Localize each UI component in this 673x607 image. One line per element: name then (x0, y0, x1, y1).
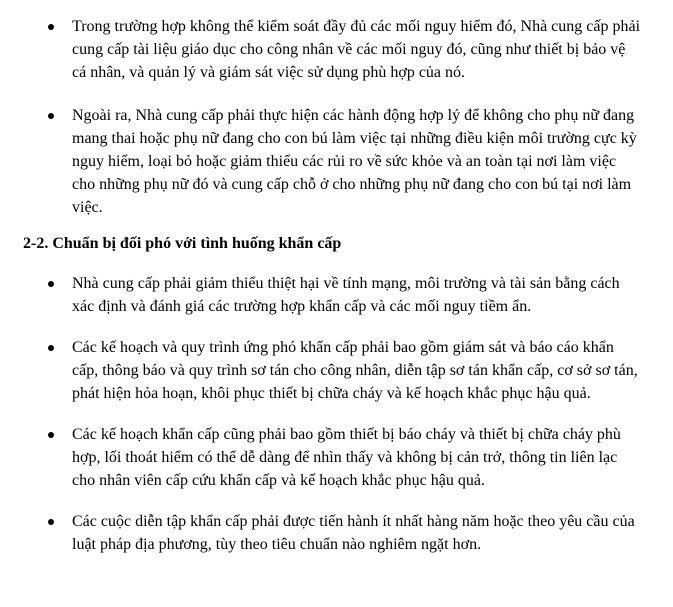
list-item-text: Nhà cung cấp phải giảm thiểu thiệt hại về tính mạng, môi trường và tài sản bằng cách xác định và đánh giá các trường hợp khẩn cấp và các mối nguy tiềm ẩn. (72, 275, 620, 315)
emergency-preparedness-bullet-list (0, 272, 673, 556)
list-item-text: Trong trường hợp không thể kiểm soát đầy đủ các mối nguy hiểm đó, Nhà cung cấp phải cung cấp tài liệu giáo dục cho công nhân về các mối nguy đó, cũng như thiết bị bảo vệ cá nhân, và quản lý và giám sát việc sử dụng phù hợp của nó. (72, 18, 641, 81)
list-item (0, 272, 673, 318)
list-item-text: Ngoài ra, Nhà cung cấp phải thực hiện các hành động hợp lý để không cho phụ nữ đang mang thai hoặc phụ nữ đang cho con bú làm việc tại những điều kiện môi trường cực kỳ nguy hiểm, loại bỏ hoặc giảm thiểu các rủi ro về sức khỏe và an toàn tại nơi làm việc cho những phụ nữ đó và cung cấp chỗ ở cho những phụ nữ đang cho con bú tại nơi làm việc. (72, 107, 637, 216)
section-heading: 2-2. Chuẩn bị đối phó với tình huống khẩn cấp (23, 235, 342, 252)
list-item (0, 15, 673, 84)
list-item (0, 104, 673, 219)
bullet-icon (48, 432, 54, 438)
bullet-icon (48, 113, 54, 119)
hazard-control-bullet-list (0, 15, 673, 219)
list-item-text: Các kế hoạch khẩn cấp cũng phải bao gồm thiết bị báo cháy và thiết bị chữa cháy phù hợp, lối thoát hiểm có thể dễ dàng để nhìn thấy và không bị cản trở, thông tin liên lạc cho nhân viên cấp cứu khẩn cấp và kế hoạch khắc phục hậu quả. (72, 426, 621, 489)
bullet-icon (48, 345, 54, 351)
list-item-text: Các cuộc diễn tập khẩn cấp phải được tiến hành ít nhất hàng năm hoặc theo yêu cầu của luật pháp địa phương, tùy theo tiêu chuẩn nào nghiêm ngặt hơn. (72, 513, 635, 553)
bullet-icon (48, 281, 54, 287)
list-item (0, 423, 673, 492)
list-item-text: Các kế hoạch và quy trình ứng phó khẩn cấp phải bao gồm giám sát và báo cáo khẩn cấp, thông báo và quy trình sơ tán cho công nhân, diễn tập sơ tán khẩn cấp, cơ sở sơ tán, phát hiện hỏa hoạn, khôi phục thiết bị chữa cháy và kế hoạch khắc phục hậu quả. (72, 339, 638, 402)
list-item (0, 510, 673, 556)
bullet-icon (48, 519, 54, 525)
bullet-icon (48, 24, 54, 30)
list-item (0, 336, 673, 405)
